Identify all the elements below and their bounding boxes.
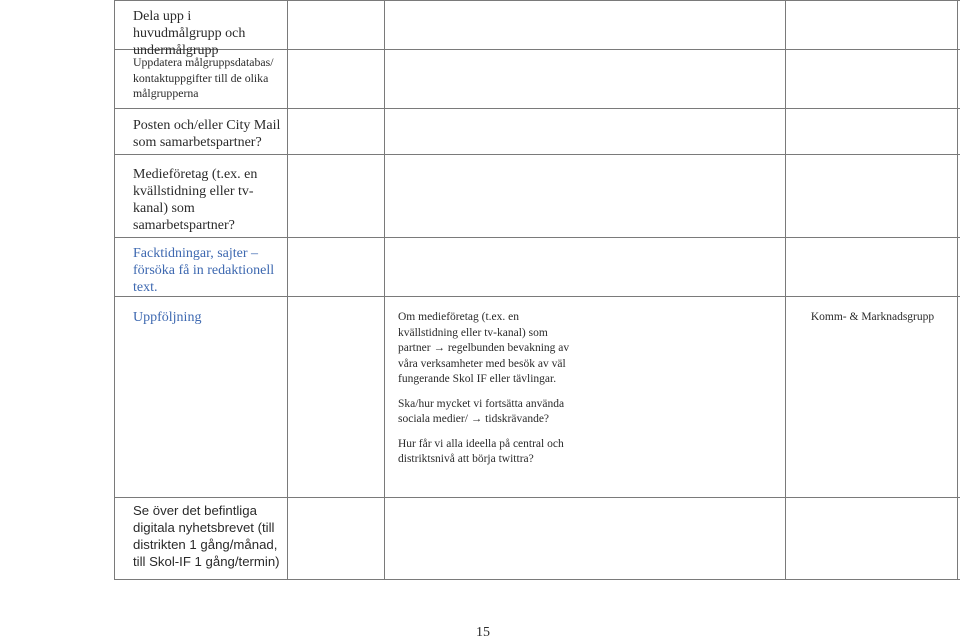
cell-text: Dela upp i huvudmålgrupp och undermålgrupp bbox=[133, 9, 246, 58]
cell-target-groups bbox=[133, 8, 283, 59]
cell-text: Uppföljning bbox=[133, 310, 202, 325]
note-media-partner: Om medieföretag (t.ex. en kvällstidning eller tv-kanal) som partner → regelbunden bevakning av våra verksamheter med besök av väl fungerande Skol IF eller tävlingar. bbox=[398, 311, 570, 385]
page-number: 15 bbox=[476, 625, 490, 640]
table-top-border bbox=[114, 0, 960, 1]
cell-text: Facktidningar, sajter – försöka få in redaktionell text. bbox=[133, 246, 275, 295]
col-border-2 bbox=[384, 0, 385, 580]
row6-border bbox=[114, 497, 960, 498]
cell-media-partner bbox=[133, 166, 268, 234]
cell-posten bbox=[133, 117, 283, 151]
cell-newsletter bbox=[133, 502, 283, 570]
cell-text: Medieföretag (t.ex. en kvällstidning eller tv-kanal) som samarbetspartner? bbox=[133, 167, 258, 233]
note-twitter: Hur får vi alla ideella på central och distriktsnivå att börja twittra? bbox=[398, 437, 564, 465]
cell-responsible-group bbox=[800, 310, 945, 326]
col-border-right bbox=[957, 0, 958, 580]
row2-border bbox=[114, 108, 960, 109]
col-border-3 bbox=[785, 0, 786, 580]
cell-text: Komm- & Marknadsgrupp bbox=[810, 311, 935, 323]
cell-text: Uppdatera målgruppsdatabas/ kontaktuppgifter till de olika målgrupperna bbox=[133, 55, 274, 100]
row4-border bbox=[114, 237, 960, 238]
cell-trade-magazines bbox=[133, 245, 278, 296]
cell-database bbox=[133, 55, 283, 102]
cell-followup-heading bbox=[133, 309, 283, 326]
cell-followup-notes bbox=[398, 310, 573, 468]
note-social-media: Ska/hur mycket vi fortsätta använda sociala medier/ → tidskrävande? bbox=[398, 397, 565, 425]
row3-border bbox=[114, 154, 960, 155]
col-border-left bbox=[114, 0, 115, 580]
table-bottom-border bbox=[114, 579, 960, 580]
row5-border bbox=[114, 296, 960, 297]
cell-text: Se över det befintliga digitala nyhetsbrevet (till distrikten 1 gång/månad, till Skol-IF 1 gång/termin) bbox=[133, 503, 280, 569]
cell-text: Posten och/eller City Mail som samarbetspartner? bbox=[133, 118, 281, 150]
col-border-1 bbox=[287, 0, 288, 580]
